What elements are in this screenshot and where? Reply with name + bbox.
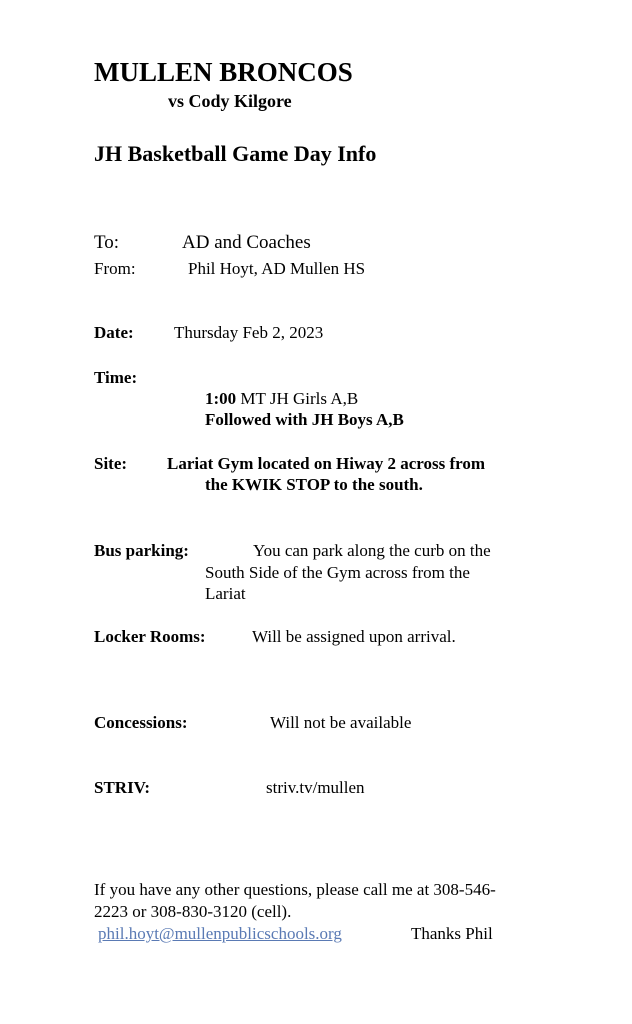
to-value: AD and Coaches — [182, 232, 311, 253]
page-heading: JH Basketball Game Day Info — [94, 141, 377, 166]
from-label: From: — [94, 259, 136, 278]
email-link[interactable]: phil.hoyt@mullenpublicschools.org — [98, 924, 342, 943]
footer-line-1: If you have any other questions, please call me at 308-546- — [94, 880, 496, 899]
time-line-2: Followed with JH Boys A,B — [205, 410, 404, 429]
date-value: Thursday Feb 2, 2023 — [174, 323, 324, 342]
concessions-label: Concessions: — [94, 713, 188, 732]
time-girls: MT JH Girls A,B — [236, 389, 359, 408]
signoff: Thanks Phil — [411, 924, 493, 943]
bus-parking-label: Bus parking: — [94, 541, 189, 560]
time-line-1 — [205, 389, 358, 409]
time-start: 1:00 — [205, 389, 237, 408]
locker-rooms-value: Will be assigned upon arrival. — [252, 627, 456, 646]
opponent-subtitle: vs Cody Kilgore — [168, 91, 292, 111]
bus-parking-line-3: Lariat — [205, 584, 246, 603]
site-line-1: Lariat Gym located on Hiway 2 across from — [167, 454, 486, 473]
striv-value: striv.tv/mullen — [266, 778, 365, 797]
locker-rooms-label: Locker Rooms: — [94, 627, 206, 646]
date-label: Date: — [94, 323, 134, 342]
team-title: MULLEN BRONCOS — [94, 57, 353, 87]
time-label: Time: — [94, 368, 138, 387]
from-value: Phil Hoyt, AD Mullen HS — [188, 259, 366, 278]
bus-parking-line-1: You can park along the curb on the — [253, 541, 491, 560]
bus-parking-line-2: South Side of the Gym across from the — [205, 563, 470, 582]
concessions-value: Will not be available — [270, 713, 412, 732]
site-line-2: the KWIK STOP to the south. — [205, 475, 423, 494]
to-label: To: — [94, 232, 120, 253]
footer-line-2: 2223 or 308-830-3120 (cell). — [94, 902, 292, 921]
striv-label: STRIV: — [94, 778, 151, 797]
site-label: Site: — [94, 454, 128, 473]
